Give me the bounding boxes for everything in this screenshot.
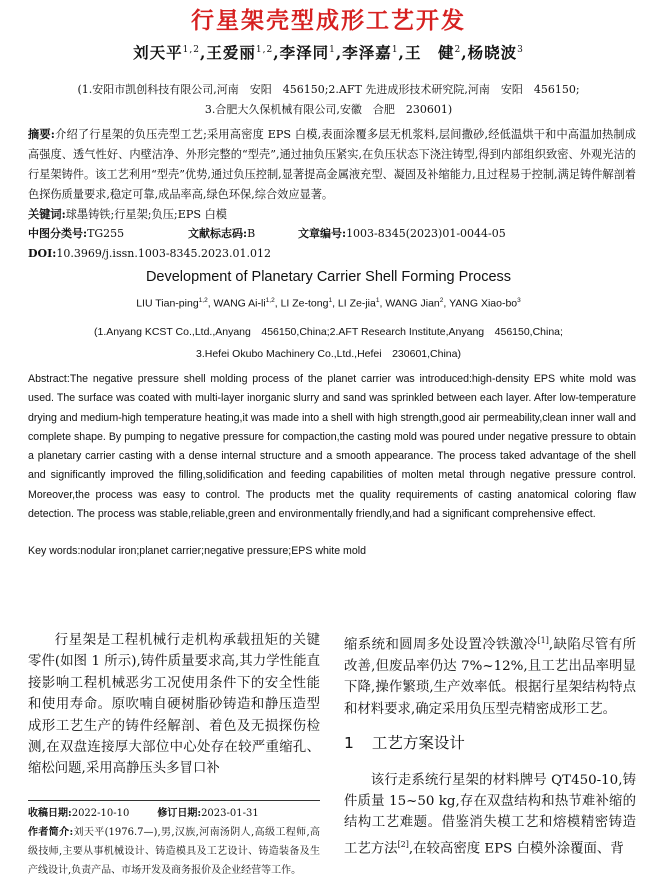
received-value: 2022-10-10 bbox=[71, 808, 130, 819]
author-affil-sup: 1 bbox=[329, 44, 336, 55]
author-affil-sup: 1,2 bbox=[198, 297, 208, 304]
author-name: LIU Tian-ping bbox=[136, 297, 199, 310]
abstract-label: 摘要: bbox=[28, 127, 55, 141]
clc-label: 中图分类号: bbox=[28, 227, 88, 240]
author-name: 杨晓波 bbox=[467, 43, 518, 62]
body-paragraph: 行星架是工程机械行走机构承载扭矩的关键零件(如图 1 所示),铸件质量要求高,其力学性能直接影响工程机械恶劣工况使用条件下的安全性能和使用寿命。原吹喃自硬树脂砂铸造和静压造型成形工艺生产的铸件经解剖、着色及无损探伤检测,在双盘连接厚大部位中心处存在较严重缩孔、缩松问题,采用高静压头多冒口补 bbox=[28, 633, 320, 777]
abstract-en bbox=[28, 370, 636, 524]
keywords-text: 球墨铸铁;行星架;负压;EPS 白模 bbox=[65, 208, 227, 221]
author-name: 刘天平 bbox=[133, 43, 183, 62]
doi-row bbox=[28, 244, 636, 264]
author-bio-label: 作者简介: bbox=[28, 827, 74, 838]
author-affil-sup: 1,2 bbox=[265, 297, 275, 304]
doi-label: DOI: bbox=[28, 247, 57, 260]
author-affil-sup: 1 bbox=[391, 44, 399, 55]
body-paragraph bbox=[344, 630, 636, 720]
article-title-en: Development of Planetary Carrier Shell Forming Process bbox=[145, 269, 512, 285]
section-heading bbox=[344, 733, 636, 754]
body-paragraph bbox=[344, 770, 636, 860]
author-name: 王 健 bbox=[404, 43, 455, 62]
revised-value: 2023-01-31 bbox=[201, 808, 259, 819]
author-name: LI Ze-jia bbox=[337, 297, 376, 310]
author-bio bbox=[28, 823, 320, 880]
received-label: 收稿日期: bbox=[28, 808, 72, 819]
footnote bbox=[28, 804, 320, 880]
keywords-label: Key words: bbox=[28, 545, 81, 557]
article-no-label: 文章编号: bbox=[298, 227, 347, 240]
author-name: 王爱丽 bbox=[206, 43, 256, 62]
body-column-left bbox=[28, 630, 320, 780]
doc-code-label: 文献标志码: bbox=[188, 227, 248, 240]
keywords-text: nodular iron;planet carrier;negative pressure;EPS white mold bbox=[80, 545, 366, 557]
article-title-cn: 行星架壳型成形工艺开发 bbox=[191, 8, 466, 34]
author-affil-sup: 1,2 bbox=[255, 44, 274, 55]
author-affil-sup: 3 bbox=[517, 44, 524, 55]
doc-code-value: B bbox=[247, 227, 256, 240]
keywords-label: 关键词: bbox=[28, 207, 66, 221]
doi-value: 10.3969/j.issn.1003-8345.2023.01.012 bbox=[56, 247, 271, 260]
body-text: ,缺陷尽管有所改善,但废品率仍达 7%~12%,且工艺出品率明显下降,操作繁琐,生产效率低。根据行星架结构特点和材料要求,确定采用负压型壳精密成形工艺。 bbox=[344, 637, 637, 717]
section-title: 工艺方案设计 bbox=[371, 734, 465, 753]
author-affil-sup: 2 bbox=[439, 297, 444, 304]
author-bio-text: 刘天平(1976.7—),男,汉族,河南汤阴人,高级工程师,高级技师,主要从事机械设计、铸造模具及工艺设计、铸造装备及生产线设计,负责产品、市场开发及商务报价及企业经营等工作。 bbox=[28, 827, 320, 876]
affiliations-cn bbox=[20, 80, 637, 120]
article-no-value: 1003-8345(2023)01-0044-05 bbox=[346, 227, 506, 240]
author-name: WANG Ai-li bbox=[213, 297, 266, 310]
affiliation-line: 3.Hefei Okubo Machinery Co.,Ltd.,Hefei 230601,China) bbox=[196, 348, 461, 360]
date-row bbox=[28, 804, 320, 823]
author-list-cn: 刘天平$^{1,2}$,王爱丽$^{1,2}$,李泽同$^1$,李泽嘉$^1$,王 健$^2$,杨晓波$^3$ bbox=[133, 43, 524, 62]
keywords-en bbox=[28, 542, 636, 561]
affiliations-en bbox=[20, 321, 637, 365]
author-name: WANG Jian bbox=[385, 297, 440, 310]
affiliation-line: (1.安阳市凯创科技有限公司,河南 安阳 456150;2.AFT 先进成形技术研究院,河南 安阳 456150; bbox=[77, 83, 580, 96]
author-name: 李泽同 bbox=[279, 43, 330, 62]
author-affil-sup: 2 bbox=[454, 44, 462, 55]
author-affil-sup: 1 bbox=[328, 297, 333, 304]
footnote-divider bbox=[28, 800, 320, 801]
clc-value: TG255 bbox=[87, 227, 125, 240]
author-affil-sup: 1 bbox=[375, 297, 380, 304]
affiliation-line: (1.Anyang KCST Co.,Ltd.,Anyang 456150,China;2.AFT Research Institute,Anyang 456150,China; bbox=[94, 326, 563, 338]
author-name: YANG Xiao-bo bbox=[449, 297, 518, 310]
revised-label: 修订日期: bbox=[157, 808, 202, 819]
author-name: 李泽嘉 bbox=[342, 43, 392, 62]
citation-ref: [1] bbox=[537, 636, 549, 645]
author-list-en: LIU Tian-ping$^{1,2}$, WANG Ai-li$^{1,2}$, LI Ze-tong$^1$, LI Ze-jia$^1$, WANG Jian$^2$, YANG Xiao-$bo^3$ bbox=[136, 297, 521, 310]
abstract-text: The negative pressure shell molding process of the planet carrier was introduced:high-density EPS white mold was used. The surface was coated with multi-layer inorganic slurry and sand was sprinkled between each layer. After low-temperature drying and medium-high temperature heating,it was made into a shell with high strength,good air permeability,clean inner wall and complete shape. By pumping to negative pressure for compaction,the casting mold was poured under negative pressure to obtain a planetary carrier casting with a dense internal structure and a smooth appearance. The process taked advantage of the shell and significantly improved the filling,solidification and feeding capabilities of molten metal through negative pressure control. Moreover,the process was easy to control. The products met the quality requirements of casting anatomical coloring flaw detection. The process was stable,reliable,green and environmentally friendly,and had a significant comprehensive effect. bbox=[28, 373, 636, 521]
affiliation-line: 3.合肥大久保机械有限公司,安徽 合肥 230601) bbox=[204, 103, 453, 116]
section-number: 1 bbox=[344, 734, 354, 753]
author-name: LI Ze-tong bbox=[280, 297, 329, 310]
body-text: ,在较高密度 EPS 白模外涂覆面、背 bbox=[408, 841, 624, 857]
author-affil-sup: 3 bbox=[517, 297, 521, 304]
classification-row bbox=[28, 224, 636, 244]
keywords-cn bbox=[28, 204, 636, 225]
abstract-label: Abstract: bbox=[28, 373, 70, 385]
body-column-right bbox=[344, 630, 636, 860]
body-text: 该行走系统行星架的材料牌号 QT450-10,铸件质量 15~50 kg,存在双盘结构和热节难补缩的结构工艺难题。借鉴消失模工艺和熔模精密铸造工艺方法 bbox=[344, 772, 636, 857]
abstract-text: 介绍了行星架的负压壳型工艺;采用高密度 EPS 白模,表面涂覆多层无机浆料,层间撒砂,经低温烘干和中高温加热制成高强度、透气性好、内壁洁净、外形完整的“型壳”,通过抽负压紧实,在负压状态下浇注铸型,得到内部组织致密、外观光洁的行星架铸件。该工艺利用“型壳”优势,通过负压控制,显著提高金属液充型、凝固及补缩能力,且过程易于控制,满足铸件解剖着色探伤质量要求,稳定可靠,成品率高,绿色环保,综合效应显著。 bbox=[28, 128, 636, 201]
citation-ref: [2] bbox=[397, 839, 409, 849]
abstract-cn bbox=[28, 124, 636, 205]
author-affil-sup: 1,2 bbox=[182, 44, 200, 55]
body-text: 缩系统和圆周多处设置冷铁激冷 bbox=[344, 637, 538, 653]
